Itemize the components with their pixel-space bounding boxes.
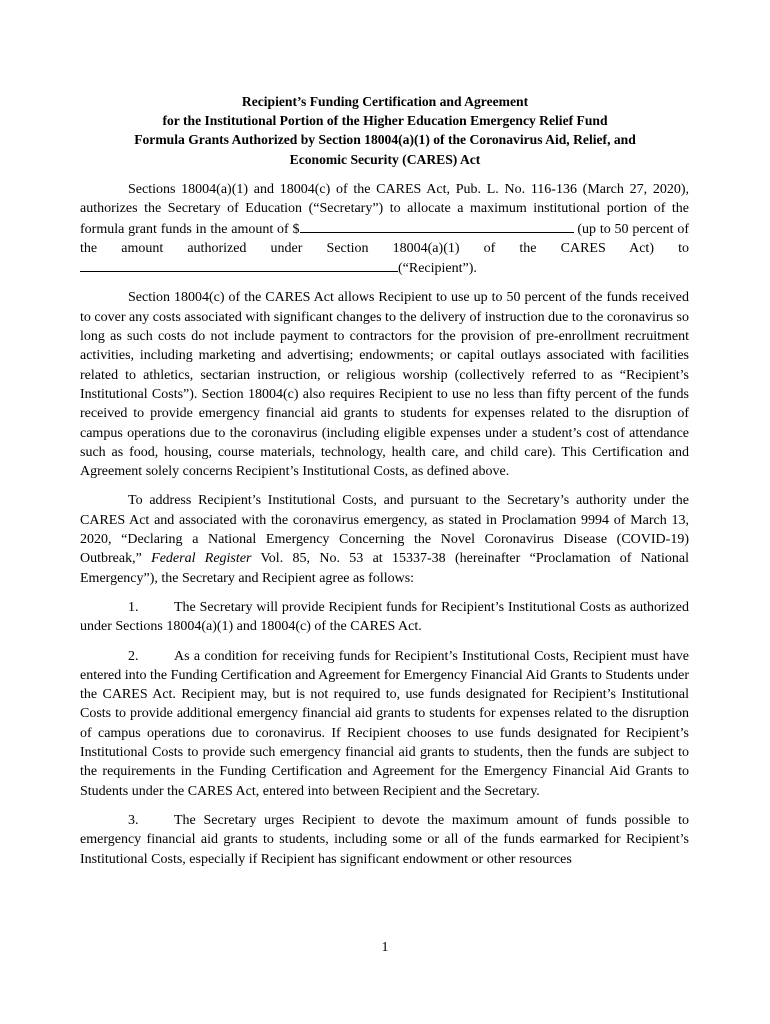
item-number: 3. <box>128 812 139 828</box>
authority-text-cont: Vol. 85, No. 53 at 15337-38 (hereinafter “Proclamation of National Emergency”), the Secretary and Recipient agree as follows: <box>80 551 689 586</box>
paragraph-authority <box>80 491 689 587</box>
title-line: Formula Grants Authorized by Section 18004(a)(1) of the Coronavirus Aid, Relief, and <box>134 132 636 148</box>
item-number: 1. <box>128 599 139 615</box>
item-text: As a condition for receiving funds for Recipient’s Institutional Costs, Recipient must have entered into the Funding Certification and Agreement for Emergency Financial Aid Grants to Students under the CARES Act. Recipient may, but is not required to, use funds designated for Recipient’s Institutional Costs to provide additional emergency financial aid grants to students for expenses related to the disruption of campus operations due to coronavirus. If Recipient chooses to use funds designated for Recipient’s Institutional Costs to provide such emergency financial aid grants to students, then the funds are subject to the requirements in the Funding Certification and Agreement for the Emergency Financial Aid Grants to Students under the CARES Act, entered into between Recipient and the Secretary. <box>80 648 689 799</box>
recipient-name-blank[interactable] <box>80 258 398 272</box>
document-title <box>80 92 690 169</box>
paragraph-section-18004c: Section 18004(c) of the CARES Act allows Recipient to use up to 50 percent of the funds received to cover any costs associated with significant changes to the delivery of instruction due to the coronavirus so long as such costs do not include payment to contractors for the provision of pre-enrollment recruitment activities, including marketing and advertising; endowments; or capital outlays associated with facilities related to athletics, sectarian instruction, or religious worship (collectively referred to as “Recipient’s Institutional Costs”). Section 18004(c) also requires Recipient to use no less than fifty percent of the funds received to provide emergency financial aid grants to students for expenses related to the disruption of campus operations due to the coronavirus (including eligible expenses under a student’s cost of attendance such as food, housing, course materials, technology, health care, and child care). This Certification and Agreement solely concerns Recipient’s Institutional Costs, as defined above. <box>80 290 689 480</box>
paragraph-allocation <box>80 180 689 278</box>
recipient-label: (“Recipient”). <box>398 261 477 277</box>
title-line: for the Institutional Portion of the Higher Education Emergency Relief Fund <box>162 113 608 129</box>
title-line: Economic Security (CARES) Act <box>289 151 481 167</box>
item-text: The Secretary will provide Recipient funds for Recipient’s Institutional Costs as authorized under Sections 18004(a)(1) and 18004(c) of the CARES Act. <box>80 599 689 635</box>
amount-blank[interactable] <box>300 219 574 233</box>
numbered-item-2 <box>80 647 689 801</box>
page-number: 1 <box>381 940 389 955</box>
numbered-item-3 <box>80 811 689 869</box>
numbered-item-1 <box>80 598 689 637</box>
title-line: Recipient’s Funding Certification and Agreement <box>241 94 529 109</box>
document-body <box>80 180 689 879</box>
allocation-text-cont: (up to 50 percent of the amount authorized under Section 18004(a)(1) of the CARES Act) to <box>80 221 689 256</box>
allocation-text: Sections 18004(a)(1) and 18004(c) of the CARES Act, Pub. L. No. 116-136 (March 27, 2020), authorizes the Secretary of Education (“Secretary”) to allocate a maximum institutional portion of the formula grant funds in the amount of $ <box>80 182 689 237</box>
authority-text: To address Recipient’s Institutional Costs, and pursuant to the Secretary’s authority under the CARES Act and associated with the coronavirus emergency, as stated in Proclamation 9994 of March 13, 2020, “Declaring a National Emergency Concerning the Novel Coronavirus Disease (COVID-19) Outbreak,” <box>80 493 689 567</box>
federal-register-italic: Federal Register <box>151 551 252 567</box>
item-number: 2. <box>128 648 139 664</box>
item-text: The Secretary urges Recipient to devote the maximum amount of funds possible to emergency financial aid grants to students, including some or all of the funds earmarked for Recipient’s Institutional Costs, especially if Recipient has significant endowment or other resources <box>80 812 689 867</box>
